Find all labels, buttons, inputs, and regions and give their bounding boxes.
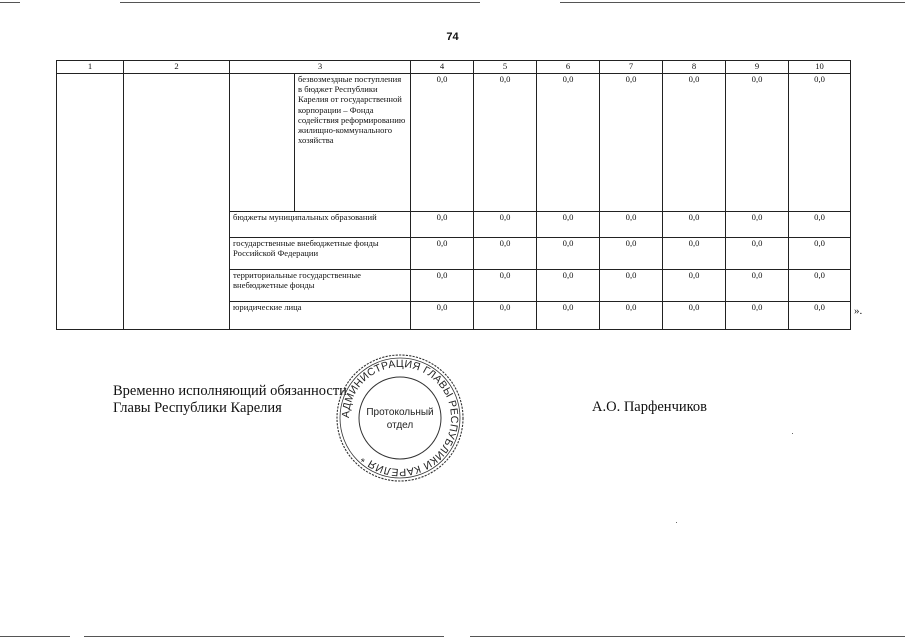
scan-speck (792, 433, 793, 434)
header-cell: 10 (789, 61, 851, 74)
value-cell: 0,0 (663, 270, 726, 302)
value-cell: 0,0 (411, 212, 474, 238)
scan-edge-bottom-left (0, 636, 70, 637)
value-cell: 0,0 (600, 302, 663, 330)
header-cell: 8 (663, 61, 726, 74)
header-cell: 4 (411, 61, 474, 74)
value-cell: 0,0 (537, 302, 600, 330)
value-cell: 0,0 (600, 270, 663, 302)
value-cell: 0,0 (600, 212, 663, 238)
scan-edge-top-right (560, 2, 905, 3)
header-cell: 3 (230, 61, 411, 74)
value-cell: 0,0 (726, 74, 789, 212)
value-cell: 0,0 (537, 270, 600, 302)
value-cell: 0,0 (600, 74, 663, 212)
header-cell: 5 (474, 61, 537, 74)
signatory-name: А.О. Парфенчиков (592, 399, 708, 415)
value-cell: 0,0 (411, 270, 474, 302)
scan-edge-top-left (0, 2, 20, 3)
table-header-row (57, 61, 851, 74)
value-cell: 0,0 (537, 74, 600, 212)
row-label: юридические лица (230, 302, 411, 330)
scan-edge-bottom-mid (84, 636, 444, 637)
scan-edge-top-mid (120, 2, 480, 3)
value-cell: 0,0 (537, 212, 600, 238)
stamp-center-line-1: Протокольный (366, 407, 434, 418)
value-cell: 0,0 (474, 74, 537, 212)
value-cell: 0,0 (663, 74, 726, 212)
value-cell: 0,0 (726, 212, 789, 238)
value-cell: 0,0 (411, 302, 474, 330)
value-cell: 0,0 (789, 270, 851, 302)
value-cell: 0,0 (789, 212, 851, 238)
header-cell: 7 (600, 61, 663, 74)
header-cell: 1 (57, 61, 124, 74)
value-cell: 0,0 (474, 302, 537, 330)
value-cell: 0,0 (474, 270, 537, 302)
stamp-outer-ring (337, 355, 463, 481)
header-cell: 6 (537, 61, 600, 74)
indent-cell (230, 74, 295, 212)
value-cell: 0,0 (474, 212, 537, 238)
value-cell: 0,0 (537, 238, 600, 270)
value-cell: 0,0 (600, 238, 663, 270)
value-cell: 0,0 (663, 238, 726, 270)
value-cell: 0,0 (789, 238, 851, 270)
closing-quote-mark: ». (854, 305, 863, 317)
value-cell: 0,0 (663, 302, 726, 330)
header-cell: 2 (124, 61, 230, 74)
value-cell: 0,0 (474, 238, 537, 270)
value-cell: 0,0 (789, 302, 851, 330)
scan-edge-bottom-right (470, 636, 905, 637)
signatory-position-line-2: Главы Республики Карелия (113, 400, 282, 416)
header-cell: 9 (726, 61, 789, 74)
value-cell: 0,0 (726, 270, 789, 302)
column-1-cell (57, 74, 124, 330)
stamp-inner-ring (359, 377, 441, 459)
value-cell: 0,0 (789, 74, 851, 212)
scan-speck (676, 522, 677, 523)
row-label: территориальные государственные внебюджетные фонды (230, 270, 411, 302)
table-row (57, 74, 851, 212)
value-cell: 0,0 (726, 238, 789, 270)
row-label: безвозмездные поступления в бюджет Республики Карелия от государственной корпорации – Фонда содействия реформированию жилищно-коммунального хозяйства (295, 74, 411, 212)
value-cell: 0,0 (411, 74, 474, 212)
value-cell: 0,0 (726, 302, 789, 330)
signatory-position-line-1: Временно исполняющий обязанности (113, 383, 347, 399)
row-label: государственные внебюджетные фонды Российской Федерации (230, 238, 411, 270)
value-cell: 0,0 (411, 238, 474, 270)
budget-table (56, 60, 851, 330)
value-cell: 0,0 (663, 212, 726, 238)
stamp-ring-text: АДМИНИСТРАЦИЯ ГЛАВЫ РЕСПУБЛИКИ КАРЕЛИЯ * (339, 357, 461, 479)
official-stamp (334, 352, 466, 484)
row-label: бюджеты муниципальных образований (230, 212, 411, 238)
page-number: 74 (446, 31, 459, 43)
stamp-center-line-2: отдел (386, 420, 414, 431)
column-2-cell (124, 74, 230, 330)
